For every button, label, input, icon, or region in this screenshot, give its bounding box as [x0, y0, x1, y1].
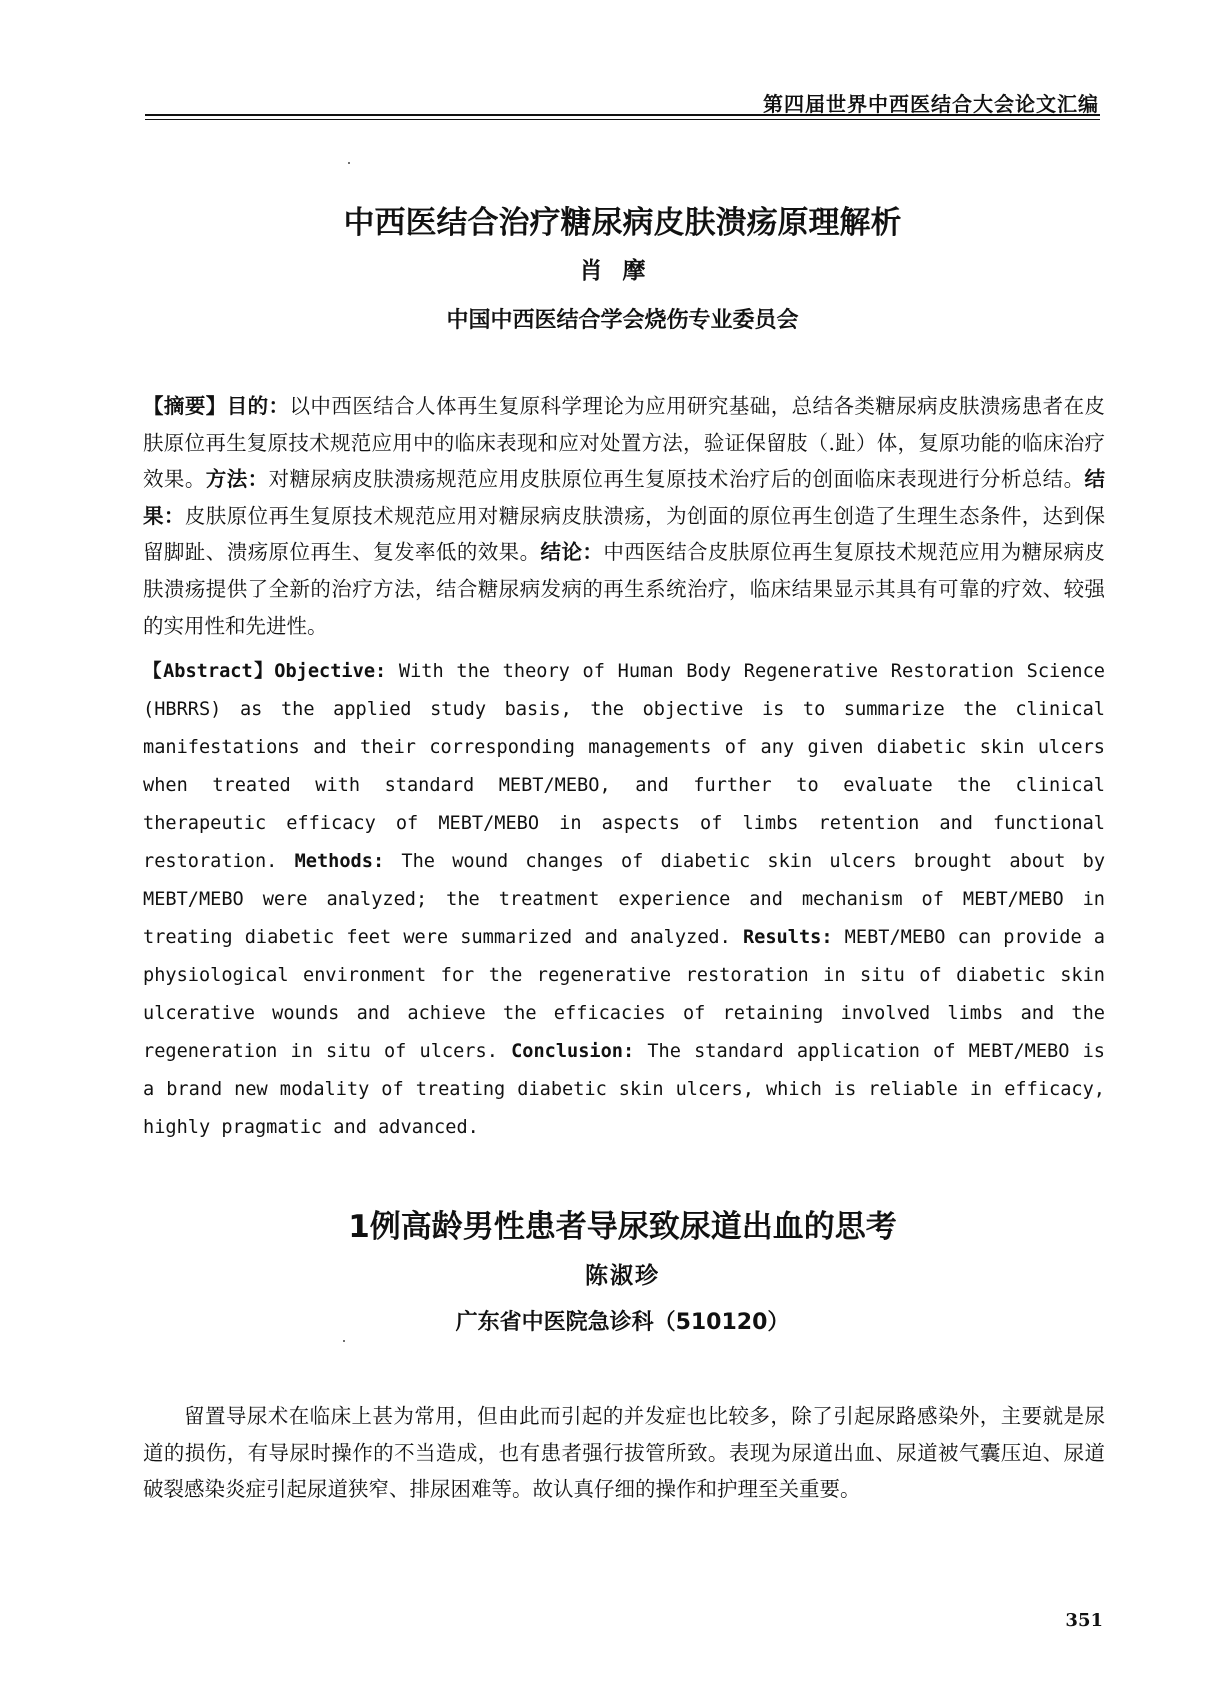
conclusion-zh-label: 结论： [540, 540, 604, 565]
objective-zh-text: 以中西医结合人体再生复原科学理论为应用研究基础，总结各类糖尿病皮肤溃疡患者在皮肤原位再生复原技术规范应用中的临床表现和应对处置方法，验证保留肢（.趾）体，复原功能的临床治疗效果。 [143, 394, 1106, 492]
results-zh-text: 皮肤原位再生复原技术规范应用对糖尿病皮肤溃疡，为创面的原位再生创造了生理生态条件，达到保留脚趾、溃疡原位再生、复发率低的效果。 [143, 503, 1106, 565]
page-number: 351 [1065, 1610, 1103, 1631]
running-head: 第四届世界中西医结合大会论文汇编 [763, 92, 1099, 116]
header-rule-thin [145, 119, 1100, 120]
methods-en-text: The wound changes of diabetic skin ulcers brought about by MEBT/MEBO were analyzed; the treatment experience and mechanism of MEBT/MEBO in treating diabetic feet were summarized and analyzed. [143, 851, 1106, 948]
scan-speck [348, 162, 350, 164]
scan-speck [343, 1340, 345, 1342]
conclusion-en-label: Conclusion: [511, 1041, 635, 1062]
article1-author: 肖摩 [579, 258, 666, 284]
article1-abstract-en [143, 653, 1105, 1147]
article2-title: 1例高龄男性患者导尿致尿道出血的思考 [348, 1209, 897, 1245]
results-en-label: Results: [742, 927, 833, 948]
article2-body: 留置导尿术在临床上甚为常用，但由此而引起的并发症也比较多，除了引起尿路感染外，主要就是尿道的损伤，有导尿时操作的不当造成，也有患者强行拔管所致。表现为尿道出血、尿道被气囊压迫、尿道破裂感染炎症引起尿道狭窄、排尿困难等。故认真仔细的操作和护理至关重要。 [143, 1404, 1105, 1502]
methods-en-label: Methods: [294, 851, 385, 872]
header-rule [145, 114, 1100, 116]
conclusion-zh-text: 中西医结合皮肤原位再生复原技术规范应用为糖尿病皮肤溃疡提供了全新的治疗方法，结合糖尿病发病的再生系统治疗，临床结果显示其具有可靠的疗效、较强的实用性和先进性。 [143, 540, 1106, 638]
results-en-text: MEBT/MEBO can provide a physiological environment for the regenerative restoration in situ of diabetic skin ulcerative wounds and achieve the efficacies of retaining involved limbs and the regeneration in situ of ulcers. [143, 927, 1105, 1062]
article1-title: 中西医结合治疗糖尿病皮肤溃疡原理解析 [343, 205, 902, 241]
results-zh-label: 结果： [143, 467, 1106, 528]
article1-affiliation: 中国中西医结合学会烧伤专业委员会 [446, 308, 799, 333]
abstract-en-label: 【Abstract】 [143, 661, 275, 682]
article2-author: 陈淑珍 [585, 1263, 660, 1289]
article2-affiliation: 广东省中医院急诊科（510120） [455, 1310, 790, 1335]
methods-zh-label: 方法： [205, 467, 269, 492]
methods-zh-text: 对糖尿病皮肤溃疡规范应用皮肤原位再生复原技术治疗后的创面临床表现进行分析总结。 [268, 467, 1085, 492]
objective-en-label: Objective: [274, 661, 387, 682]
abstract-zh-label: 【摘要】 [143, 394, 227, 418]
objective-en-text: With the theory of Human Body Regenerative Restoration Science (HBRRS) as the applied study basis, the objective is to summarize the clinical manifestations and their corresponding managements of any given diabetic skin ulcers when treated with standard MEBT/MEBO, and further to evaluate the clinical therapeutic efficacy of MEBT/MEBO in aspects of limbs retention and functional restoration. [143, 661, 1105, 872]
article1-abstract-zh [143, 388, 1105, 644]
conclusion-en-text: The standard application of MEBT/MEBO is a brand new modality of treating diabetic skin ulcers, which is reliable in efficacy, highly pragmatic and advanced. [143, 1041, 1105, 1138]
objective-zh-label: 目的： [226, 394, 290, 418]
